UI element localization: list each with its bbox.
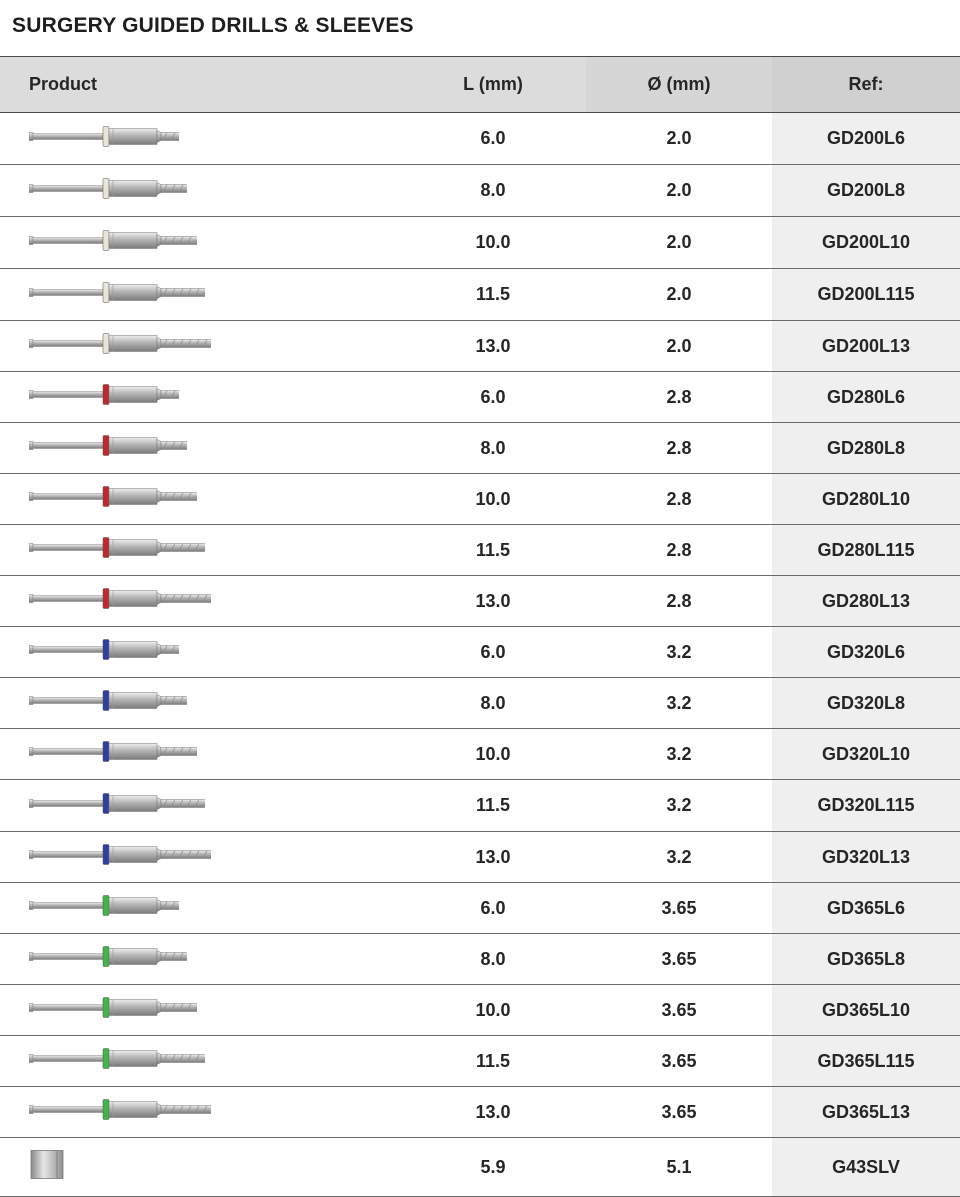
product-image-cell: [0, 269, 400, 320]
length-cell: 11.5: [475, 539, 511, 560]
ref-cell: GD280L6: [772, 372, 960, 422]
sleeve-icon: [29, 1149, 65, 1186]
table-row: [0, 729, 960, 780]
diameter-cell: 3.2: [666, 641, 692, 662]
drill-red-band-icon: [29, 435, 187, 462]
diameter-cell: 3.65: [661, 999, 697, 1020]
diameter-cell: 5.1: [666, 1156, 692, 1177]
drill-green-band-icon: [29, 1099, 211, 1126]
drill-blue-band-icon: [29, 690, 187, 717]
ref-cell: GD320L115: [772, 780, 960, 831]
header-ref: Ref:: [772, 57, 960, 112]
length-cell: 8.0: [480, 692, 506, 713]
drill-white-band-icon: [29, 333, 211, 360]
product-image-cell: [0, 372, 400, 422]
product-image-cell: [0, 423, 400, 473]
table-row: [0, 627, 960, 678]
table-row: [0, 1087, 960, 1138]
ref-cell: GD200L10: [772, 217, 960, 268]
diameter-cell: 3.65: [661, 1101, 697, 1122]
product-image-cell: [0, 165, 400, 216]
table-row: [0, 217, 960, 269]
table-row: [0, 985, 960, 1036]
ref-cell: GD200L8: [772, 165, 960, 216]
drill-red-band-icon: [29, 486, 197, 513]
drill-white-band-icon: [29, 125, 179, 152]
table-row: [0, 678, 960, 729]
product-image-cell: [0, 1036, 400, 1086]
length-cell: 10.0: [475, 488, 511, 509]
product-image-cell: [0, 321, 400, 371]
ref-cell: GD280L10: [772, 474, 960, 524]
length-cell: 10.0: [475, 999, 511, 1020]
diameter-cell: 2.8: [666, 437, 692, 458]
length-cell: 8.0: [480, 948, 506, 969]
product-table: [0, 56, 960, 1197]
table-row: [0, 934, 960, 985]
table-row: [0, 165, 960, 217]
drill-blue-band-icon: [29, 741, 197, 768]
table-row: [0, 321, 960, 372]
table-row: [0, 525, 960, 576]
product-image-cell: [0, 934, 400, 984]
diameter-cell: 3.2: [666, 692, 692, 713]
table-row: [0, 576, 960, 627]
drill-red-band-icon: [29, 384, 179, 411]
ref-cell: GD200L13: [772, 321, 960, 371]
length-cell: 6.0: [480, 386, 506, 407]
diameter-cell: 2.0: [666, 232, 692, 252]
drill-green-band-icon: [29, 946, 187, 973]
product-image-cell: [0, 678, 400, 728]
drill-blue-band-icon: [29, 792, 205, 819]
diameter-cell: 3.65: [661, 948, 697, 969]
header-product: Product: [29, 74, 98, 94]
table-body: [0, 113, 960, 1197]
length-cell: 6.0: [480, 641, 506, 662]
table-row: [0, 113, 960, 165]
product-image-cell: [0, 985, 400, 1035]
drill-red-band-icon: [29, 588, 211, 615]
ref-cell: GD280L115: [772, 525, 960, 575]
table-row: [0, 780, 960, 832]
product-image-cell: [0, 217, 400, 268]
diameter-cell: 2.8: [666, 386, 692, 407]
product-image-cell: [0, 525, 400, 575]
drill-blue-band-icon: [29, 639, 179, 666]
diameter-cell: 2.0: [666, 128, 692, 148]
length-cell: 8.0: [480, 437, 506, 458]
ref-cell: GD320L13: [772, 832, 960, 882]
product-image-cell: [0, 883, 400, 933]
length-cell: 13.0: [475, 846, 511, 867]
diameter-cell: 2.0: [666, 335, 692, 356]
diameter-cell: 2.0: [666, 180, 692, 200]
diameter-cell: 3.2: [666, 743, 692, 764]
length-cell: 10.0: [475, 232, 511, 252]
ref-cell: GD200L115: [772, 269, 960, 320]
ref-cell: GD365L13: [772, 1087, 960, 1137]
table-row: [0, 832, 960, 883]
diameter-cell: 2.8: [666, 488, 692, 509]
drill-white-band-icon: [29, 177, 187, 204]
diameter-cell: 3.2: [666, 846, 692, 867]
product-image-cell: [0, 1138, 400, 1196]
drill-green-band-icon: [29, 997, 197, 1024]
length-cell: 13.0: [475, 590, 511, 611]
drill-red-band-icon: [29, 537, 205, 564]
length-cell: 13.0: [475, 335, 511, 356]
length-cell: 6.0: [480, 897, 506, 918]
table-row: [0, 474, 960, 525]
length-cell: 11.5: [475, 284, 511, 304]
product-image-cell: [0, 832, 400, 882]
product-image-cell: [0, 729, 400, 779]
ref-cell: GD320L6: [772, 627, 960, 677]
drill-green-band-icon: [29, 895, 179, 922]
length-cell: 6.0: [480, 128, 506, 148]
length-cell: 10.0: [475, 743, 511, 764]
header-diameter: Ø (mm): [586, 57, 772, 112]
drill-white-band-icon: [29, 281, 205, 308]
product-image-cell: [0, 474, 400, 524]
table-row: [0, 1036, 960, 1087]
table-row: [0, 883, 960, 934]
diameter-cell: 2.0: [666, 284, 692, 304]
table-row: [0, 423, 960, 474]
drill-white-band-icon: [29, 229, 197, 256]
drill-blue-band-icon: [29, 844, 211, 871]
table-row: [0, 372, 960, 423]
page-title: SURGERY GUIDED DRILLS & SLEEVES: [12, 14, 414, 37]
length-cell: 11.5: [475, 1050, 511, 1071]
length-cell: 11.5: [475, 795, 511, 815]
product-image-cell: [0, 1087, 400, 1137]
diameter-cell: 2.8: [666, 539, 692, 560]
ref-cell: GD320L10: [772, 729, 960, 779]
table-row: [0, 269, 960, 321]
diameter-cell: 3.2: [666, 795, 692, 815]
product-image-cell: [0, 780, 400, 831]
ref-cell: GD365L115: [772, 1036, 960, 1086]
header-length: L (mm): [463, 74, 523, 94]
diameter-cell: 3.65: [661, 1050, 697, 1071]
table-header: [0, 57, 960, 113]
ref-cell: GD320L8: [772, 678, 960, 728]
ref-cell: GD365L8: [772, 934, 960, 984]
diameter-cell: 3.65: [661, 897, 697, 918]
product-image-cell: [0, 113, 400, 164]
ref-cell: GD200L6: [772, 113, 960, 164]
ref-cell: G43SLV: [772, 1138, 960, 1196]
ref-cell: GD365L10: [772, 985, 960, 1035]
drill-green-band-icon: [29, 1048, 205, 1075]
table-row: [0, 1138, 960, 1197]
length-cell: 13.0: [475, 1101, 511, 1122]
length-cell: 5.9: [480, 1156, 506, 1177]
product-image-cell: [0, 627, 400, 677]
product-image-cell: [0, 576, 400, 626]
ref-cell: GD365L6: [772, 883, 960, 933]
ref-cell: GD280L8: [772, 423, 960, 473]
ref-cell: GD280L13: [772, 576, 960, 626]
length-cell: 8.0: [480, 180, 506, 200]
diameter-cell: 2.8: [666, 590, 692, 611]
